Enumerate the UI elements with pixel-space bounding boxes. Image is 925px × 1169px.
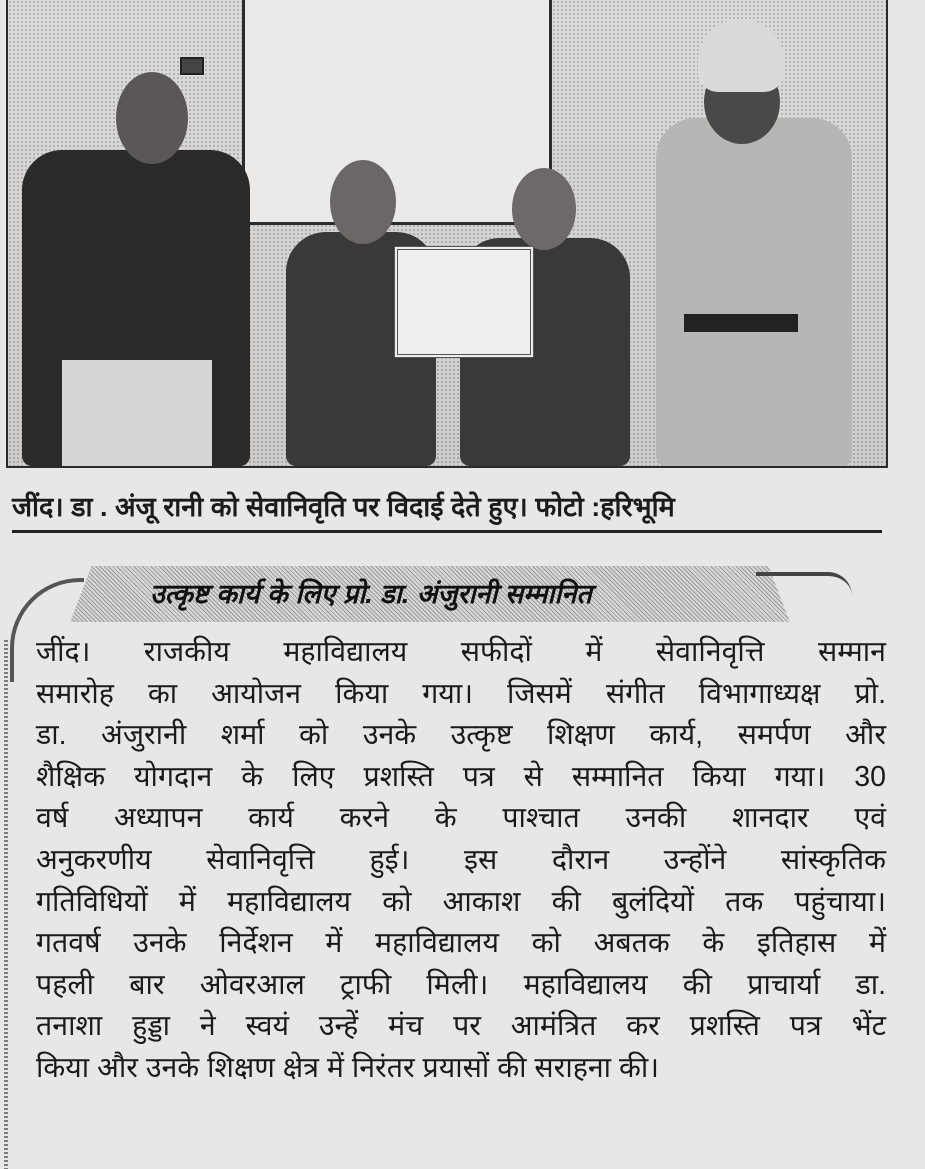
article-line: गतवर्ष उनके निर्देशन में महाविद्यालय को अबतक के इतिहास में bbox=[36, 927, 886, 960]
article-line: पहली बार ओवरआल ट्राफी मिली। महाविद्यालय की प्राचार्या डा. bbox=[36, 968, 886, 1001]
wall-board bbox=[242, 0, 552, 225]
wall-switch bbox=[180, 57, 204, 75]
article-line: तनाशा हुड्डा ने स्वयं उन्हें मंच पर आमंत्रित कर प्रशस्ति पत्र भेंट bbox=[36, 1010, 886, 1043]
news-photo bbox=[6, 0, 888, 468]
article-line: डा. अंजुरानी शर्मा को उनके उत्कृष्ट शिक्षण कार्य, समर्पण और bbox=[36, 719, 886, 752]
person-woman-left-head bbox=[330, 160, 396, 244]
article-line: किया और उनके शिक्षण क्षेत्र में निरंतर प्रयासों की सराहना की। bbox=[36, 1051, 660, 1084]
article-line: शैक्षिक योगदान के लिए प्रशस्ति पत्र से सम्मानित किया गया। 30 bbox=[36, 760, 886, 793]
turban bbox=[698, 20, 784, 92]
photo-caption bbox=[12, 484, 882, 533]
article-line: समारोह का आयोजन किया गया। जिसमें संगीत विभागाध्यक्ष प्रो. bbox=[36, 677, 886, 710]
article-line: वर्ष अध्यापन कार्य करने के पाश्चात उनकी शानदार एवं bbox=[36, 802, 886, 835]
column-rule bbox=[4, 640, 8, 1169]
article-line: गतिविधियों में महाविद्यालय को आकाश की बुलंदियों तक पहुंचाया। bbox=[36, 885, 886, 918]
person-right-man bbox=[656, 118, 852, 466]
person-woman-right-head bbox=[512, 168, 576, 250]
certificate-frame bbox=[394, 246, 534, 358]
article-body bbox=[36, 632, 898, 1090]
decorative-swoosh-right bbox=[756, 572, 852, 596]
article-line: जींद। राजकीय महाविद्यालय सफीदों में सेवानिवृत्ति सम्मान bbox=[36, 636, 886, 668]
person-left-trousers bbox=[62, 360, 212, 466]
caption-text: जींद। डा . अंजू रानी को सेवानिवृति पर विदाई देते हुए। bbox=[12, 492, 528, 522]
belt bbox=[684, 314, 798, 332]
photo-credit: फोटो :हरिभूमि bbox=[535, 492, 675, 522]
article-headline: उत्कृष्ट कार्य के लिए प्रो. डा. अंजुरानी सम्मानित bbox=[150, 579, 592, 609]
article-line: अनुकरणीय सेवानिवृत्ति हुई। इस दौरान उन्होंने सांस्कृतिक bbox=[36, 843, 886, 876]
person-left-head bbox=[116, 72, 188, 164]
